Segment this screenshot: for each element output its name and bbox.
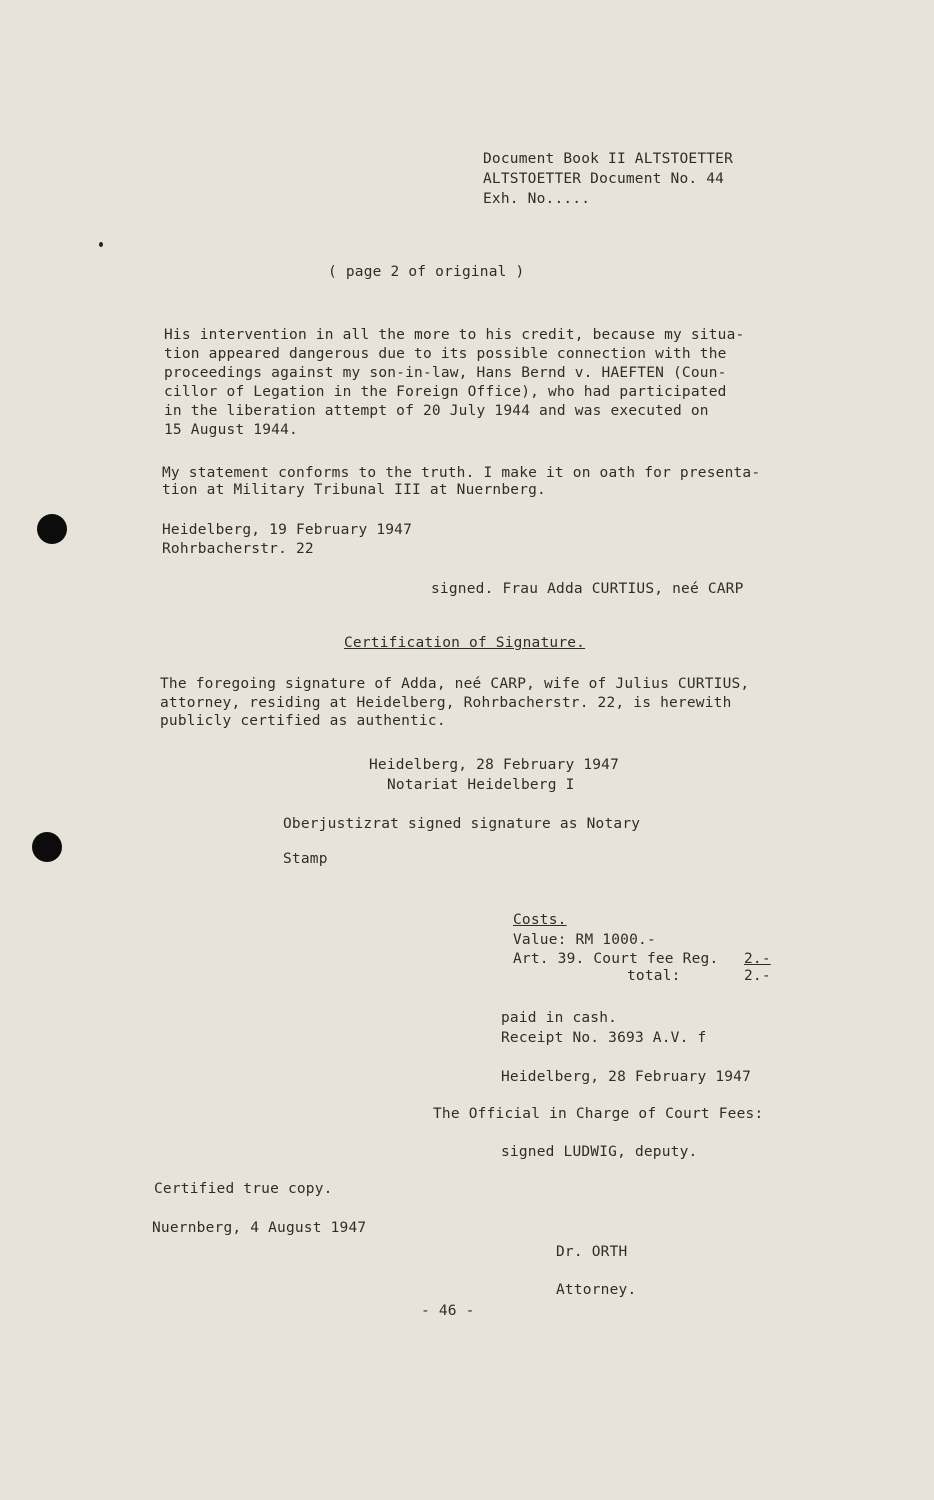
punch-hole — [32, 832, 62, 862]
nuernberg-date: Nuernberg, 4 August 1947 — [152, 1220, 367, 1236]
punch-hole — [37, 514, 67, 544]
paid-line: Receipt No. 3693 A.V. f — [501, 1030, 707, 1046]
certified-copy: Certified true copy. — [154, 1181, 333, 1197]
para2-line: tion at Military Tribunal III at Nuernberg. — [162, 482, 546, 498]
costs-value: Value: RM 1000.- — [513, 932, 656, 948]
costs-total-label: total: — [627, 968, 681, 984]
para1-line: His intervention in all the more to his credit, because my situa- — [164, 327, 745, 343]
place-date-line: Heidelberg, 19 February 1947 — [162, 522, 413, 538]
fee-date: Heidelberg, 28 February 1947 — [501, 1069, 752, 1085]
para1-line: proceedings against my son-in-law, Hans Bernd v. HAEFTEN (Coun- — [164, 365, 727, 381]
costs-art-line: Art. 39. Court fee Reg. — [513, 951, 719, 967]
header-line-1: Document Book II ALTSTOETTER — [483, 151, 734, 167]
signed-line: signed. Frau Adda CURTIUS, neé CARP — [431, 581, 744, 597]
costs-total-amount: 2.- — [744, 968, 771, 984]
deputy-signature: signed LUDWIG, deputy. — [501, 1144, 698, 1160]
costs-title: Costs. — [513, 912, 567, 928]
para2-line: My statement conforms to the truth. I make it on oath for presenta- — [162, 465, 761, 481]
notary-date-line: Notariat Heidelberg I — [387, 777, 575, 793]
para1-line: 15 August 1944. — [164, 422, 298, 438]
paid-line: paid in cash. — [501, 1010, 618, 1026]
para1-line: cillor of Legation in the Foreign Office), who had participated — [164, 384, 727, 400]
notary-date-line: Heidelberg, 28 February 1947 — [369, 757, 620, 773]
page-note: ( page 2 of original ) — [328, 264, 525, 280]
para3-line: The foregoing signature of Adda, neé CARP, wife of Julius CURTIUS, — [160, 676, 750, 692]
stamp-label: Stamp — [283, 851, 328, 867]
attorney-title: Attorney. — [556, 1282, 637, 1298]
attorney-name: Dr. ORTH — [556, 1244, 628, 1260]
certification-title: Certification of Signature. — [344, 635, 586, 651]
page-number: - 46 - — [421, 1303, 475, 1319]
header-line-3: Exh. No..... — [483, 191, 591, 207]
place-date-line: Rohrbacherstr. 22 — [162, 541, 314, 557]
ink-mark — [99, 242, 103, 247]
para1-line: tion appeared dangerous due to its possible connection with the — [164, 346, 727, 362]
notary-signature: Oberjustizrat signed signature as Notary — [283, 816, 641, 832]
header-line-2: ALTSTOETTER Document No. 44 — [483, 171, 725, 187]
costs-art-amount: 2.- — [744, 951, 771, 967]
official-line: The Official in Charge of Court Fees: — [433, 1106, 764, 1122]
para3-line: attorney, residing at Heidelberg, Rohrbacherstr. 22, is herewith — [160, 695, 732, 711]
para1-line: in the liberation attempt of 20 July 1944 and was executed on — [164, 403, 709, 419]
para3-line: publicly certified as authentic. — [160, 713, 446, 729]
